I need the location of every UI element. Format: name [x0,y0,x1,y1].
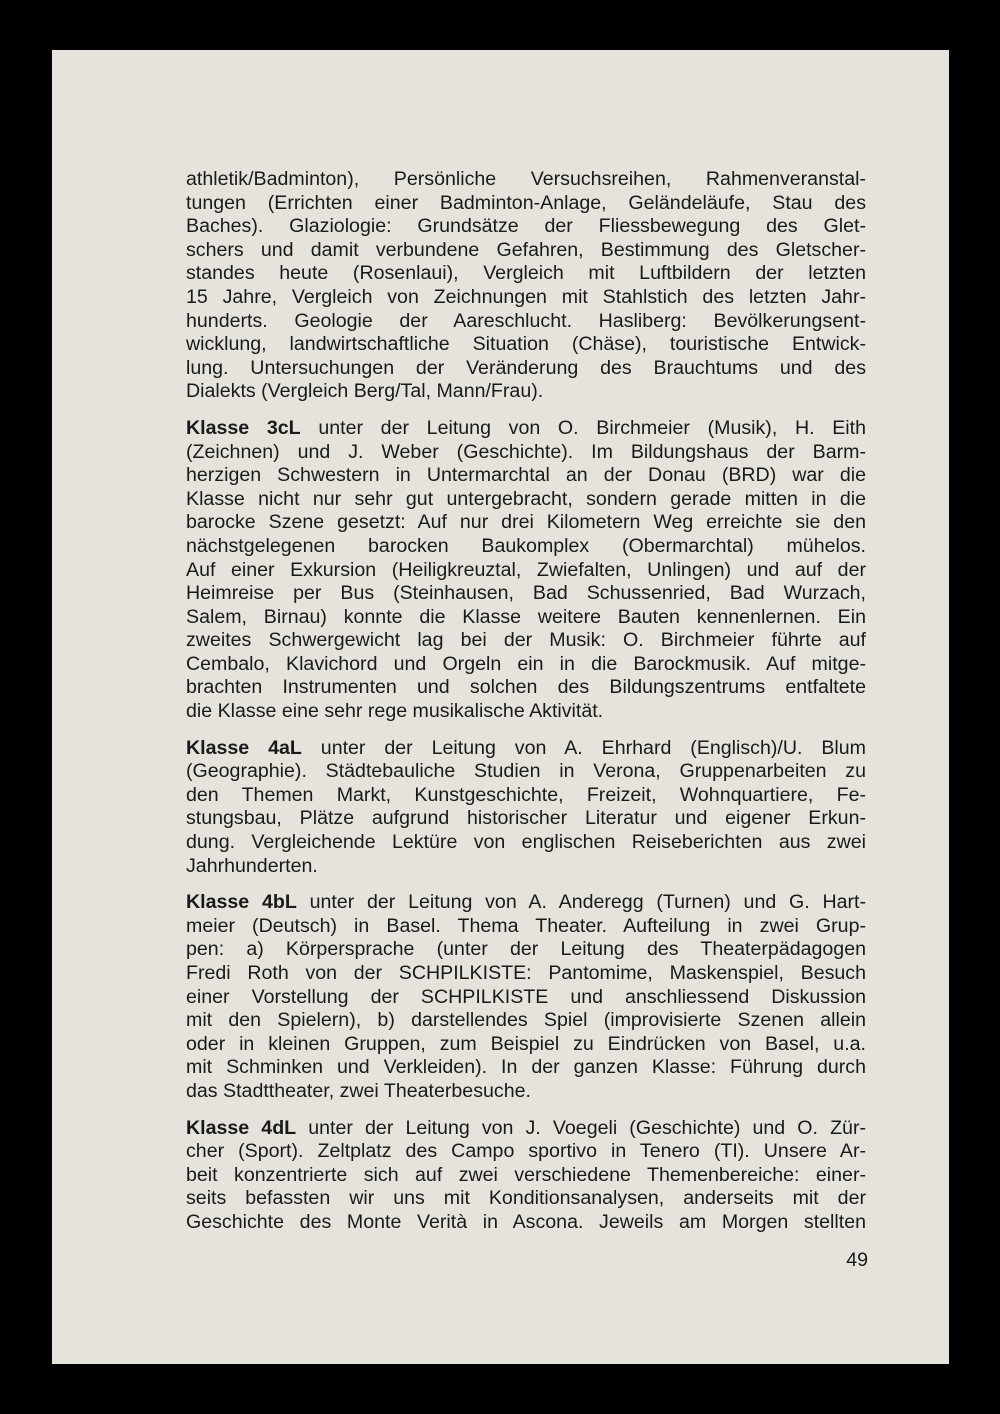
text-line [186,464,866,488]
class-heading: Klasse 3cL [186,416,301,439]
text-line [186,831,866,855]
line-text: barocke Szene gesetzt: Auf nur drei Kilometern Weg erreichte sie den [186,511,866,534]
line-text: unter der Leitung von O. Birchmeier (Musik), H. Eith [300,416,867,439]
text-line [186,192,866,216]
text-line [186,168,866,192]
body-text [186,168,866,1248]
text-line [186,286,866,310]
text-line [186,488,866,512]
line-text: mit den Spielern), b) darstellendes Spiel (improvisierte Szenen allein [186,1009,866,1032]
text-line [186,582,866,606]
text-line [186,357,866,381]
document-page [52,50,949,1364]
text-line [186,1187,866,1211]
text-line [186,737,866,761]
line-text: Heimreise per Bus (Steinhausen, Bad Schussenried, Bad Wurzach, [186,582,866,605]
line-text: mit Schminken und Verkleiden). In der ganzen Klasse: Führung durch [186,1056,866,1079]
line-text: zweites Schwergewicht lag bei der Musik: O. Birchmeier führte auf [186,629,866,652]
text-line [186,986,866,1010]
paragraph [186,417,866,724]
text-line [186,511,866,535]
text-line [186,1033,866,1057]
text-line [186,629,866,653]
line-text: Salem, Birnau) konnte die Klasse weitere Bauten kennenlernen. Ein [186,605,866,628]
line-text: nächstgelegenen barocken Baukomplex (Obermarchtal) mühelos. [186,534,866,557]
text-line [186,333,866,357]
line-text: Auf einer Exkursion (Heiligkreuztal, Zwiefalten, Unlingen) und auf der [186,558,866,581]
line-text: wicklung, landwirtschaftliche Situation (Chäse), touristische Entwick- [186,333,866,356]
line-text: unter der Leitung von A. Ehrhard (Englisch)/U. Blum [301,736,866,759]
line-text: herzigen Schwestern in Untermarchtal an der Donau (BRD) war die [186,464,866,487]
text-line [186,215,866,239]
line-text: unter der Leitung von J. Voegeli (Geschichte) und O. Zür- [296,1116,867,1139]
text-line [186,891,866,915]
page-number: 49 [846,1249,868,1271]
line-text: oder in kleinen Gruppen, zum Beispiel zu Eindrücken von Basel, u.a. [186,1032,866,1055]
text-line [186,962,866,986]
line-text: (Geographie). Städtebauliche Studien in Verona, Gruppenarbeiten zu [186,760,866,783]
line-text: standes heute (Rosenlaui), Vergleich mit Luftbildern der letzten [186,262,866,285]
line-text: das Stadttheater, zwei Theaterbesuche. [186,1079,531,1102]
line-text: einer Vorstellung der SCHPILKISTE und anschliessend Diskussion [186,985,866,1008]
text-line [186,1211,866,1235]
line-text: Dialekts (Vergleich Berg/Tal, Mann/Frau). [186,380,544,403]
line-text: meier (Deutsch) in Basel. Thema Theater. Aufteilung in zwei Grup- [186,914,866,937]
text-line [186,535,866,559]
line-text: dung. Vergleichende Lektüre von englischen Reiseberichten aus zwei [186,831,866,854]
line-text: seits befassten wir uns mit Konditionsanalysen, anderseits mit der [186,1187,866,1210]
line-text: cher (Sport). Zeltplatz des Campo sportivo in Tenero (TI). Unsere Ar- [186,1140,866,1163]
line-text: pen: a) Körpersprache (unter der Leitung des Theaterpädagogen [186,938,866,961]
text-line [186,653,866,677]
text-line [186,676,866,700]
text-line [186,417,866,441]
line-text: Geschichte des Monte Verità in Ascona. Jeweils am Morgen stellten [186,1210,866,1233]
text-line [186,262,866,286]
text-line [186,380,866,404]
text-line [186,1056,866,1080]
text-line [186,807,866,831]
class-heading: Klasse 4dL [186,1116,297,1139]
text-line [186,239,866,263]
line-text: stungsbau, Plätze aufgrund historischer Literatur und eigener Erkun- [186,807,866,830]
line-text: Baches). Glaziologie: Grundsätze der Fliessbewegung des Glet- [186,215,866,238]
text-line [186,855,866,879]
line-text: brachten Instrumenten und solchen des Bildungszentrums entfaltete [186,676,866,699]
paragraph [186,168,866,404]
line-text: schers und damit verbundene Gefahren, Bestimmung des Gletscher- [186,238,866,261]
line-text: 15 Jahre, Vergleich von Zeichnungen mit Stahlstich des letzten Jahr- [186,285,866,308]
line-text: tungen (Errichten einer Badminton-Anlage, Geländeläufe, Stau des [186,191,866,214]
text-line [186,1080,866,1104]
text-line [186,606,866,630]
line-text: unter der Leitung von A. Anderegg (Turnen) und G. Hart- [296,891,867,914]
text-line [186,915,866,939]
line-text: Klasse nicht nur sehr gut untergebracht, sondern gerade mitten in die [186,487,866,510]
paragraph [186,737,866,879]
text-line [186,1140,866,1164]
line-text: lung. Untersuchungen der Veränderung des Brauchtums und des [186,356,866,379]
text-line [186,559,866,583]
line-text: hunderts. Geologie der Aareschlucht. Hasliberg: Bevölkerungsent- [186,309,866,332]
text-line [186,784,866,808]
text-line [186,1117,866,1141]
class-heading: Klasse 4aL [186,736,302,759]
line-text: beit konzentrierte sich auf zwei verschiedene Themenbereiche: einer- [186,1163,866,1186]
line-text: den Themen Markt, Kunstgeschichte, Freizeit, Wohnquartiere, Fe- [186,783,866,806]
text-line [186,1164,866,1188]
line-text: Cembalo, Klavichord und Orgeln ein in die Barockmusik. Auf mitge- [186,652,866,675]
line-text: Jahrhunderten. [186,854,318,877]
text-line [186,938,866,962]
line-text: die Klasse eine sehr rege musikalische Aktivität. [186,700,604,723]
text-line [186,760,866,784]
line-text: Fredi Roth von der SCHPILKISTE: Pantomime, Maskenspiel, Besuch [186,962,866,984]
paragraph [186,1117,866,1235]
line-text: (Zeichnen) und J. Weber (Geschichte). Im Bildungshaus der Barm- [186,440,866,463]
text-line [186,310,866,334]
paragraph [186,891,866,1103]
text-line [186,1009,866,1033]
text-line [186,441,866,465]
line-text: athletik/Badminton), Persönliche Versuchsreihen, Rahmenveranstal- [186,168,866,190]
class-heading: Klasse 4bL [186,891,297,914]
text-line [186,700,866,724]
